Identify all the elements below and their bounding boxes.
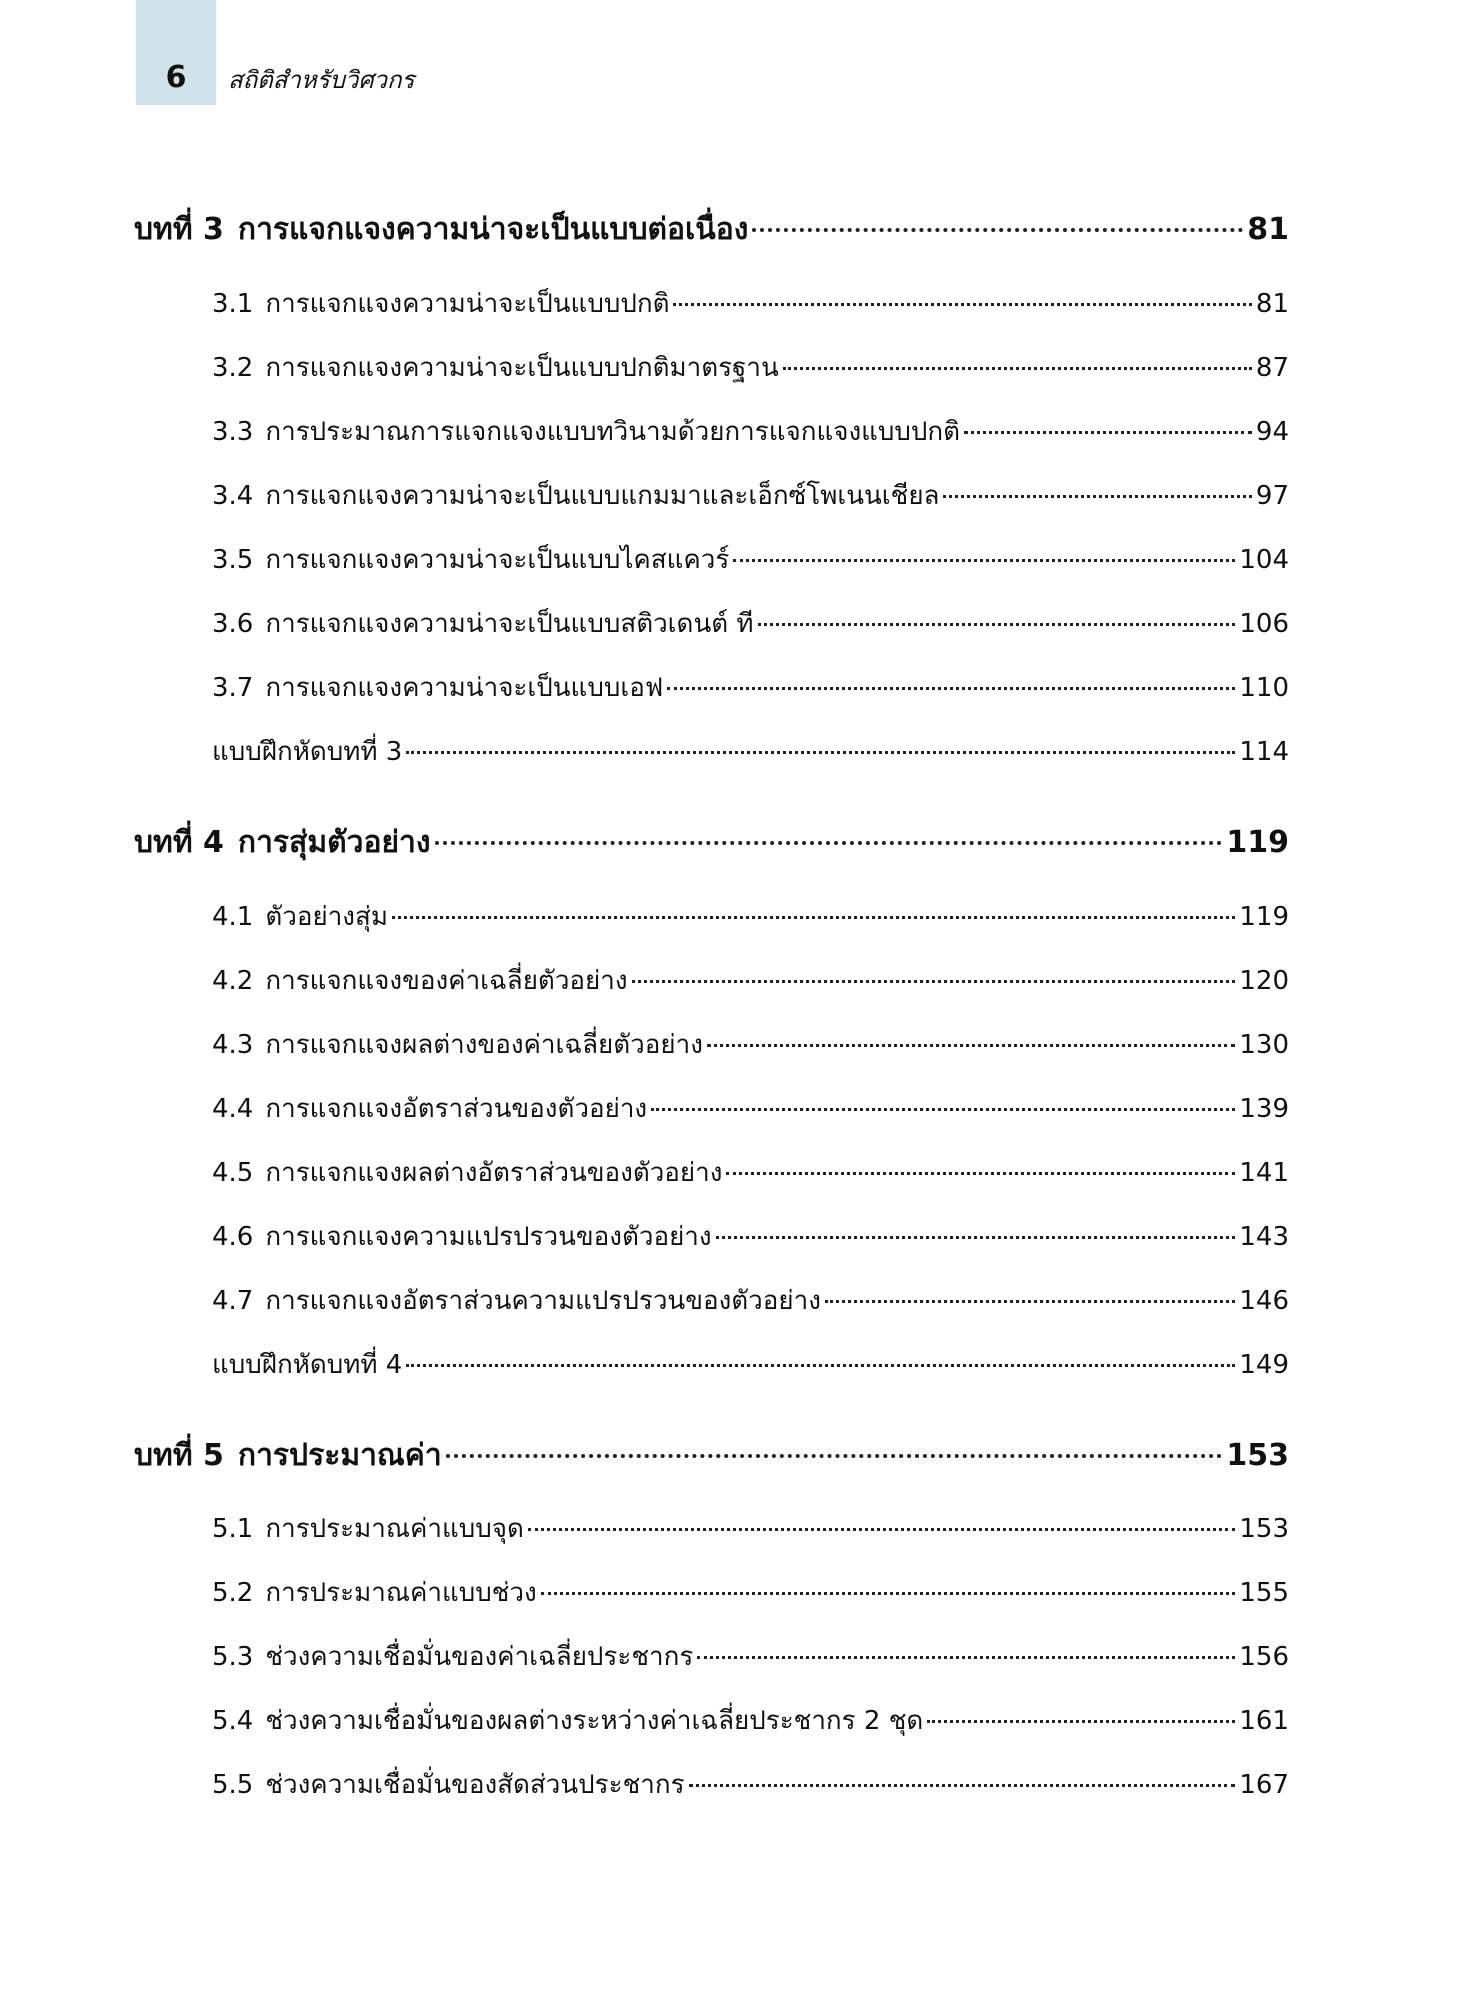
- toc-entry-page: 104: [1239, 545, 1289, 575]
- toc-chapter-entry: [134, 1433, 1289, 1479]
- dot-leader: [783, 367, 1252, 370]
- toc-entry-title: ช่วงความเชื่อมั่นของค่าเฉลี่ยประชากร: [265, 1642, 694, 1672]
- toc-section-entry: [212, 285, 1289, 323]
- toc-entry-number: บทที่ 3: [134, 212, 224, 247]
- toc-entry-number: 5.4: [212, 1706, 254, 1736]
- dot-leader: [689, 1784, 1236, 1787]
- toc-section-entry: [212, 1574, 1289, 1612]
- toc-section-entry: [212, 898, 1289, 936]
- dot-leader: [943, 495, 1251, 498]
- toc-entry-title: ช่วงความเชื่อมั่นของผลต่างระหว่างค่าเฉลี่ยประชากร 2 ชุด: [265, 1706, 924, 1736]
- dot-leader: [406, 1364, 1235, 1367]
- toc-section-entry: [212, 1218, 1289, 1256]
- toc-section-entry: [212, 541, 1289, 579]
- toc-entry-number: 3.7: [212, 673, 254, 703]
- running-title: สถิติสำหรับวิศวกร: [228, 66, 415, 94]
- toc-entry-number: 4.3: [212, 1030, 254, 1060]
- dot-leader: [673, 303, 1251, 306]
- toc-entry-page: 120: [1239, 966, 1289, 996]
- toc-entry-title: แบบฝึกหัดบทที่ 4: [212, 1350, 403, 1380]
- toc-entry-title: การแจกแจงผลต่างของค่าเฉลี่ยตัวอย่าง: [265, 1030, 703, 1060]
- dot-leader: [964, 431, 1252, 434]
- toc-entry-number: 4.4: [212, 1094, 254, 1124]
- toc-entry-title: การประมาณค่าแบบจุด: [265, 1514, 524, 1544]
- toc-entry-number: 3.3: [212, 417, 254, 447]
- toc-section-entry: [212, 1154, 1289, 1192]
- toc-entry-page: 81: [1247, 212, 1289, 247]
- toc-entry-page: 143: [1239, 1222, 1289, 1252]
- toc-entry-number: 3.6: [212, 609, 254, 639]
- toc-entry-title: การแจกแจงความน่าจะเป็นแบบปกติ: [265, 289, 670, 319]
- page-number: 6: [165, 60, 187, 95]
- toc-entry-page: 139: [1239, 1094, 1289, 1124]
- toc-entry-number: บทที่ 4: [134, 825, 224, 860]
- toc-entry-title: การแจกแจงความน่าจะเป็นแบบต่อเนื่อง: [237, 212, 749, 247]
- toc-section-entry: [212, 1766, 1289, 1804]
- toc-entry-page: 153: [1239, 1514, 1289, 1544]
- toc-entry-number: 4.2: [212, 966, 254, 996]
- toc-entry-number: 5.1: [212, 1514, 254, 1544]
- toc-entry-title: การสุ่มตัวอย่าง: [237, 825, 431, 860]
- toc-entry-title: การประมาณค่าแบบช่วง: [265, 1578, 537, 1608]
- toc-entry-title: การประมาณการแจกแจงแบบทวินามด้วยการแจกแจงแบบปกติ: [265, 417, 961, 447]
- toc-entry-number: 5.2: [212, 1578, 254, 1608]
- toc-section-entry: [212, 477, 1289, 515]
- toc-entry-number: 3.1: [212, 289, 254, 319]
- toc-section-entry: [212, 1638, 1289, 1676]
- toc-section-entry: [212, 1026, 1289, 1064]
- dot-leader: [667, 687, 1235, 690]
- toc-entry-number: 5.5: [212, 1770, 254, 1800]
- toc-entry-page: 97: [1255, 481, 1289, 511]
- toc-entry-title: แบบฝึกหัดบทที่ 3: [212, 737, 403, 767]
- toc-entry-number: 5.3: [212, 1642, 254, 1672]
- toc-entry-page: 156: [1239, 1642, 1289, 1672]
- toc-entry-title: การแจกแจงอัตราส่วนความแปรปรวนของตัวอย่าง: [265, 1286, 821, 1316]
- toc-entry-page: 119: [1239, 902, 1289, 932]
- toc-entry-page: 146: [1239, 1286, 1289, 1316]
- toc-entry-title: การแจกแจงของค่าเฉลี่ยตัวอย่าง: [265, 966, 628, 996]
- toc-entry-title: การแจกแจงผลต่างอัตราส่วนของตัวอย่าง: [265, 1158, 723, 1188]
- dot-leader: [927, 1720, 1235, 1723]
- toc-entry-page: 119: [1226, 825, 1289, 860]
- toc-entry-number: 4.5: [212, 1158, 254, 1188]
- dot-leader: [758, 623, 1236, 626]
- toc-entry-number: 3.5: [212, 545, 254, 575]
- toc-entry-number: บทที่ 5: [134, 1438, 224, 1473]
- toc-entry-page: 81: [1255, 289, 1289, 319]
- dot-leader: [733, 559, 1235, 562]
- toc-entry-title: การแจกแจงความน่าจะเป็นแบบสติวเดนต์ ที: [265, 609, 754, 639]
- toc-section-entry: [212, 1282, 1289, 1320]
- toc-entry-number: 4.7: [212, 1286, 254, 1316]
- toc-chapter-entry: [134, 820, 1289, 866]
- toc-section-entry: [212, 733, 1289, 771]
- toc-section-entry: [212, 1510, 1289, 1548]
- dot-leader: [716, 1236, 1236, 1239]
- dot-leader: [726, 1172, 1235, 1175]
- toc-entry-page: 155: [1239, 1578, 1289, 1608]
- toc-section-entry: [212, 669, 1289, 707]
- toc-entry-title: การแจกแจงความน่าจะเป็นแบบไคสแควร์: [265, 545, 730, 575]
- dot-leader: [825, 1300, 1235, 1303]
- toc-section-entry: [212, 349, 1289, 387]
- toc-entry-page: 114: [1239, 737, 1289, 767]
- toc-entry-page: 110: [1239, 673, 1289, 703]
- toc-entry-title: การประมาณค่า: [237, 1438, 442, 1473]
- toc-entry-title: การแจกแจงความน่าจะเป็นแบบเอฟ: [265, 673, 664, 703]
- dot-leader: [707, 1044, 1235, 1047]
- toc-entry-number: 4.1: [212, 902, 254, 932]
- dot-leader: [752, 228, 1243, 232]
- dot-leader: [528, 1528, 1236, 1531]
- toc-entry-title: การแจกแจงอัตราส่วนของตัวอย่าง: [265, 1094, 648, 1124]
- toc-entry-page: 94: [1255, 417, 1289, 447]
- dot-leader: [435, 841, 1223, 845]
- toc-section-entry: [212, 962, 1289, 1000]
- toc-entry-page: 153: [1226, 1438, 1289, 1473]
- toc-section-entry: [212, 1702, 1289, 1740]
- toc-entry-page: 149: [1239, 1350, 1289, 1380]
- dot-leader: [446, 1454, 1223, 1458]
- toc-section-entry: [212, 413, 1289, 451]
- dot-leader: [697, 1656, 1235, 1659]
- dot-leader: [632, 980, 1236, 983]
- dot-leader: [651, 1108, 1235, 1111]
- dot-leader: [392, 916, 1235, 919]
- toc-entry-page: 161: [1239, 1706, 1289, 1736]
- dot-leader: [541, 1592, 1236, 1595]
- toc-section-entry: [212, 1346, 1289, 1384]
- toc-entry-title: ช่วงความเชื่อมั่นของสัดส่วนประชากร: [265, 1770, 685, 1800]
- toc-entry-page: 87: [1255, 353, 1289, 383]
- toc-entry-page: 106: [1239, 609, 1289, 639]
- toc-entry-page: 141: [1239, 1158, 1289, 1188]
- toc-entry-title: ตัวอย่างสุ่ม: [265, 902, 388, 932]
- toc-entry-page: 130: [1239, 1030, 1289, 1060]
- toc-chapter-entry: [134, 207, 1289, 253]
- dot-leader: [406, 751, 1235, 754]
- toc-section-entry: [212, 605, 1289, 643]
- toc-entry-number: 4.6: [212, 1222, 254, 1252]
- toc-entry-title: การแจกแจงความน่าจะเป็นแบบแกมมาและเอ็กซ์โพเนนเชียล: [265, 481, 940, 511]
- toc-entry-number: 3.2: [212, 353, 254, 383]
- toc-entry-page: 167: [1239, 1770, 1289, 1800]
- toc-entry-title: การแจกแจงความน่าจะเป็นแบบปกติมาตรฐาน: [265, 353, 779, 383]
- toc-entry-title: การแจกแจงความแปรปรวนของตัวอย่าง: [265, 1222, 712, 1252]
- toc-entry-number: 3.4: [212, 481, 254, 511]
- toc-section-entry: [212, 1090, 1289, 1128]
